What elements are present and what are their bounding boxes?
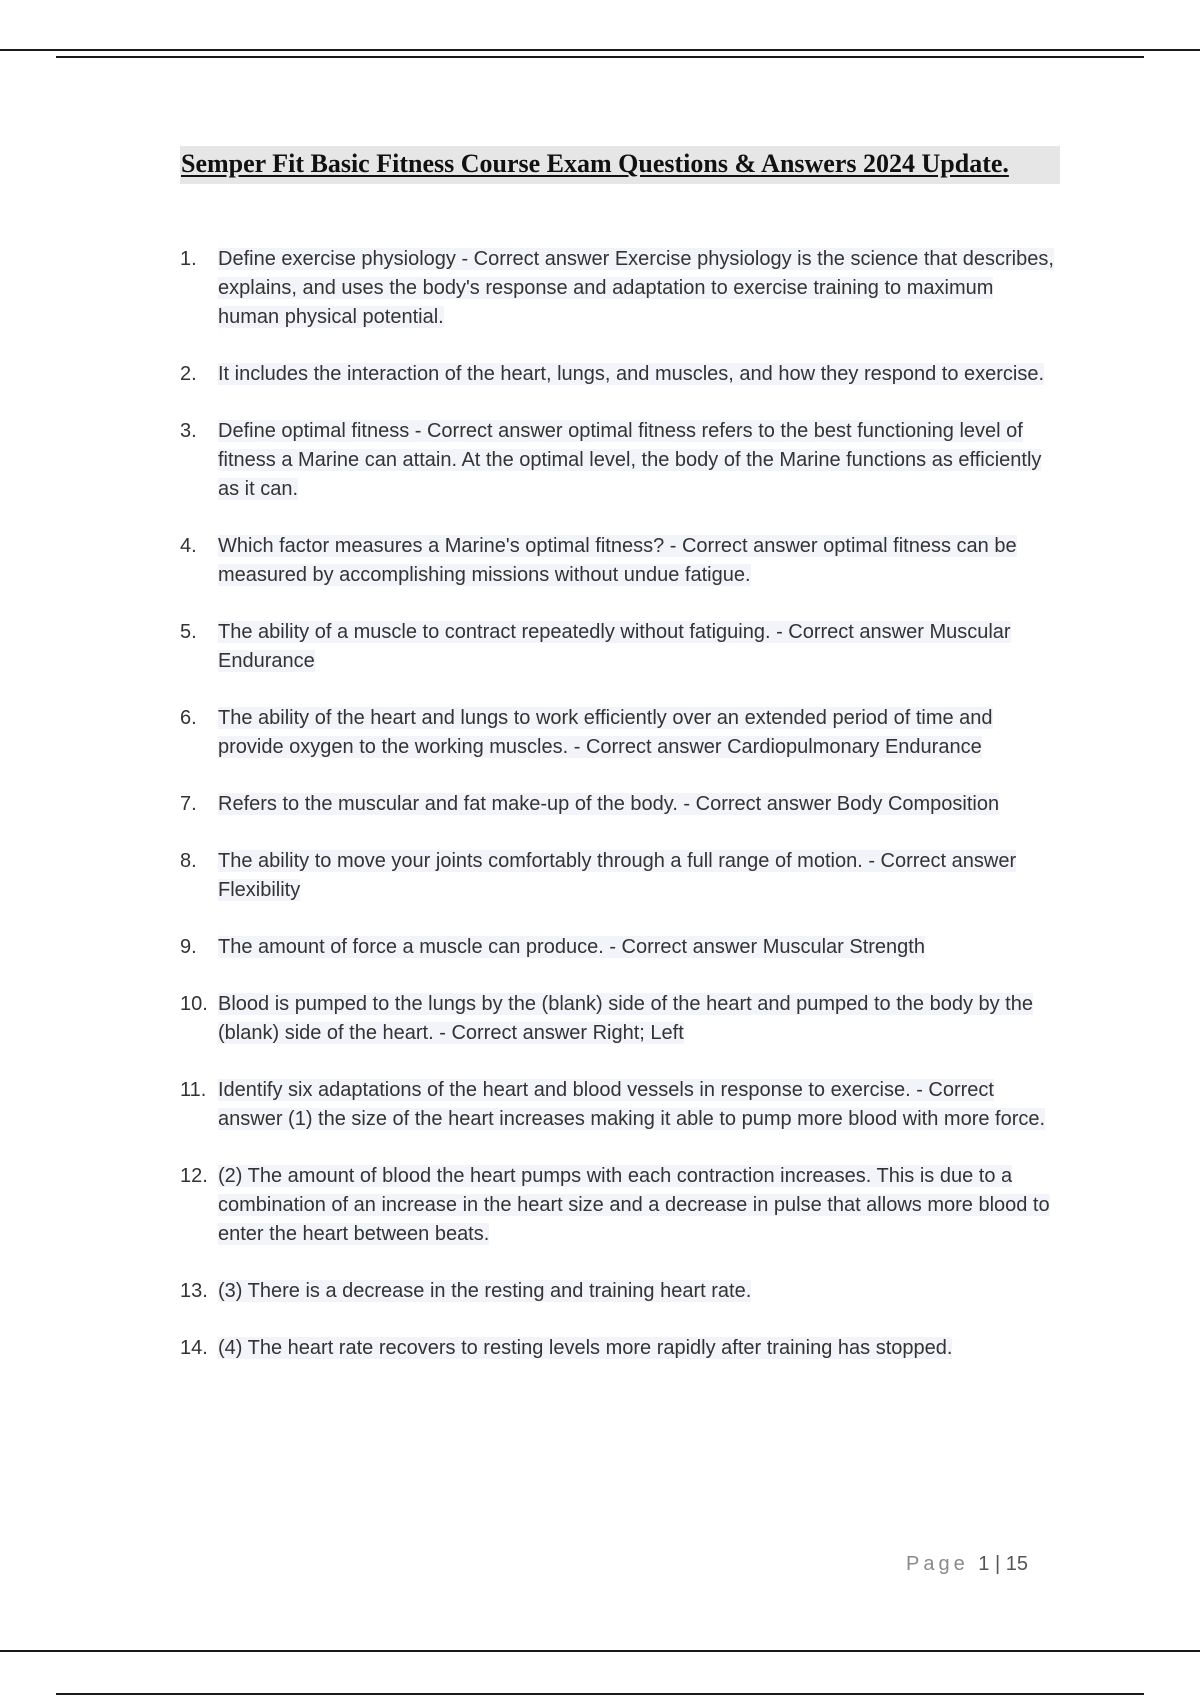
page-footer bbox=[906, 1553, 1028, 1576]
item-number: 12. bbox=[180, 1165, 208, 1187]
item-number: 4. bbox=[180, 535, 197, 557]
item-number: 13. bbox=[180, 1280, 208, 1302]
list-item bbox=[180, 1334, 1060, 1363]
document-title-block bbox=[180, 146, 1060, 184]
list-item bbox=[180, 532, 1060, 590]
bottom-border-outer bbox=[0, 1650, 1200, 1652]
page-separator: | bbox=[994, 1553, 1001, 1575]
top-border-inner bbox=[56, 56, 1144, 58]
item-text: The ability of the heart and lungs to work efficiently over an extended period of time and provide oxygen to the working muscles. - Correct answer Cardiopulmonary Endurance bbox=[218, 707, 993, 758]
item-text: (3) There is a decrease in the resting and training heart rate. bbox=[218, 1280, 752, 1302]
page-total: 15 bbox=[1005, 1553, 1028, 1575]
item-number: 6. bbox=[180, 707, 197, 729]
item-text: (2) The amount of blood the heart pumps with each contraction increases. This is due to a combination of an increase in the heart size and a decrease in pulse that allows more blood to enter the heart between beats. bbox=[218, 1165, 1050, 1245]
item-number: 3. bbox=[180, 420, 197, 442]
item-number: 5. bbox=[180, 621, 197, 643]
item-text: (4) The heart rate recovers to resting levels more rapidly after training has stopped. bbox=[218, 1337, 953, 1359]
item-text: Blood is pumped to the lungs by the (blank) side of the heart and pumped to the body by the (blank) side of the heart. - Correct answer Right; Left bbox=[218, 993, 1033, 1044]
item-number: 9. bbox=[180, 936, 197, 958]
item-text: Define exercise physiology - Correct answer Exercise physiology is the science that describes, explains, and uses the body's response and adaptation to exercise training to maximum human physical potential. bbox=[218, 248, 1054, 328]
list-item bbox=[180, 790, 1060, 819]
list-item bbox=[180, 704, 1060, 762]
list-item bbox=[180, 1076, 1060, 1134]
top-border-outer bbox=[0, 49, 1200, 51]
list-item bbox=[180, 417, 1060, 504]
item-text: Which factor measures a Marine's optimal fitness? - Correct answer optimal fitness can be measured by accomplishing missions without undue fatigue. bbox=[218, 535, 1017, 586]
list-item bbox=[180, 1162, 1060, 1249]
list-item bbox=[180, 1277, 1060, 1306]
list-item bbox=[180, 245, 1060, 332]
item-number: 2. bbox=[180, 363, 197, 385]
list-item bbox=[180, 990, 1060, 1048]
item-text: The amount of force a muscle can produce. - Correct answer Muscular Strength bbox=[218, 936, 925, 958]
item-text: It includes the interaction of the heart, lungs, and muscles, and how they respond to exercise. bbox=[218, 363, 1045, 385]
bottom-border-inner bbox=[56, 1693, 1144, 1695]
item-number: 7. bbox=[180, 793, 197, 815]
list-item bbox=[180, 618, 1060, 676]
list-item bbox=[180, 360, 1060, 389]
item-text: Identify six adaptations of the heart and blood vessels in response to exercise. - Correct answer (1) the size of the heart increases making it able to pump more blood with more force. bbox=[218, 1079, 1046, 1130]
page-label: Page bbox=[906, 1553, 969, 1575]
page-current: 1 bbox=[978, 1553, 990, 1575]
question-answer-list bbox=[180, 245, 1060, 1391]
item-text: The ability to move your joints comfortably through a full range of motion. - Correct answer Flexibility bbox=[218, 850, 1017, 901]
item-number: 14. bbox=[180, 1337, 208, 1359]
list-item bbox=[180, 847, 1060, 905]
item-number: 10. bbox=[180, 993, 208, 1015]
item-number: 11. bbox=[180, 1079, 207, 1101]
item-number: 1. bbox=[180, 248, 197, 270]
item-text: The ability of a muscle to contract repeatedly without fatiguing. - Correct answer Muscular Endurance bbox=[218, 621, 1011, 672]
item-number: 8. bbox=[180, 850, 197, 872]
item-text: Refers to the muscular and fat make-up of the body. - Correct answer Body Composition bbox=[218, 793, 1000, 815]
item-text: Define optimal fitness - Correct answer optimal fitness refers to the best functioning level of fitness a Marine can attain. At the optimal level, the body of the Marine functions as efficiently as it can. bbox=[218, 420, 1042, 500]
document-title: Semper Fit Basic Fitness Course Exam Questions & Answers 2024 Update. bbox=[181, 149, 1009, 178]
list-item bbox=[180, 933, 1060, 962]
